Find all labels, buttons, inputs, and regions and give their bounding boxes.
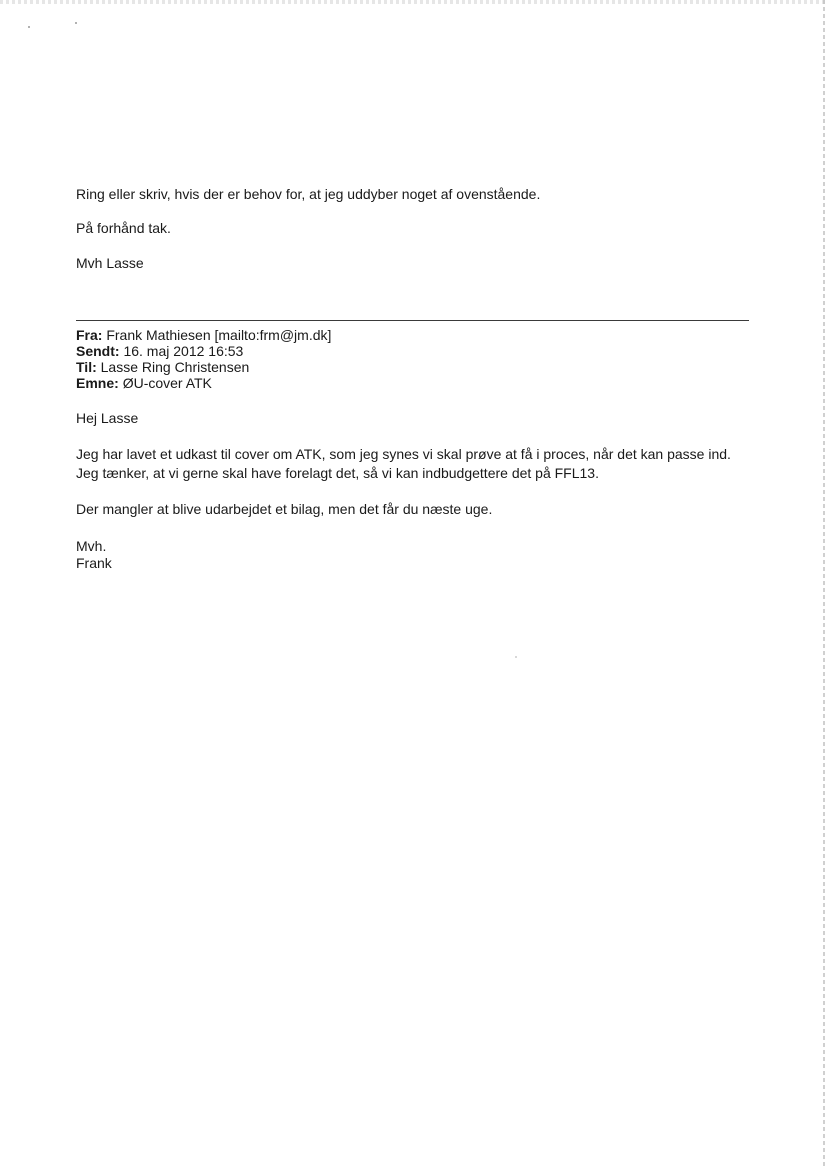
scan-edge-top (0, 0, 827, 4)
sent-value: 16. maj 2012 16:53 (123, 343, 244, 359)
scan-speck (28, 26, 30, 28)
to-label: Til: (76, 359, 97, 375)
subject-value: ØU-cover ATK (122, 375, 212, 391)
message-paragraph-1: Jeg har lavet et udkast til cover om ATK, som jeg synes vi skal prøve at få i proces, når det kan passe ind. Jeg tænker, at vi gerne skal have forelagt det, så vi kan indbudgettere det på FFL13. (76, 446, 731, 481)
reply-signoff: Mvh Lasse (76, 255, 144, 271)
header-from-row (76, 327, 331, 343)
from-label: Fra: (76, 327, 103, 343)
message-closing: Mvh. (76, 538, 107, 554)
to-value: Lasse Ring Christensen (100, 359, 250, 375)
reply-line-followup: Ring eller skriv, hvis der er behov for, at jeg uddyber noget af ovenstående. (76, 186, 541, 202)
header-subject-row (76, 375, 331, 391)
reply-line-thanks: På forhånd tak. (76, 220, 171, 236)
sent-label: Sendt: (76, 343, 120, 359)
scan-speck (515, 656, 517, 658)
message-paragraph-2: Der mangler at blive udarbejdet et bilag, men det får du næste uge. (76, 501, 493, 517)
header-to-row (76, 359, 331, 375)
header-sent-row (76, 343, 331, 359)
scan-speck (75, 22, 77, 24)
from-value: Frank Mathiesen [mailto:frm@jm.dk] (106, 327, 332, 343)
message-greeting: Hej Lasse (76, 410, 139, 426)
email-header (76, 327, 331, 391)
message-signature: Frank (76, 555, 112, 571)
header-divider (76, 320, 749, 321)
subject-label: Emne: (76, 375, 119, 391)
scan-edge-right (823, 0, 825, 1169)
